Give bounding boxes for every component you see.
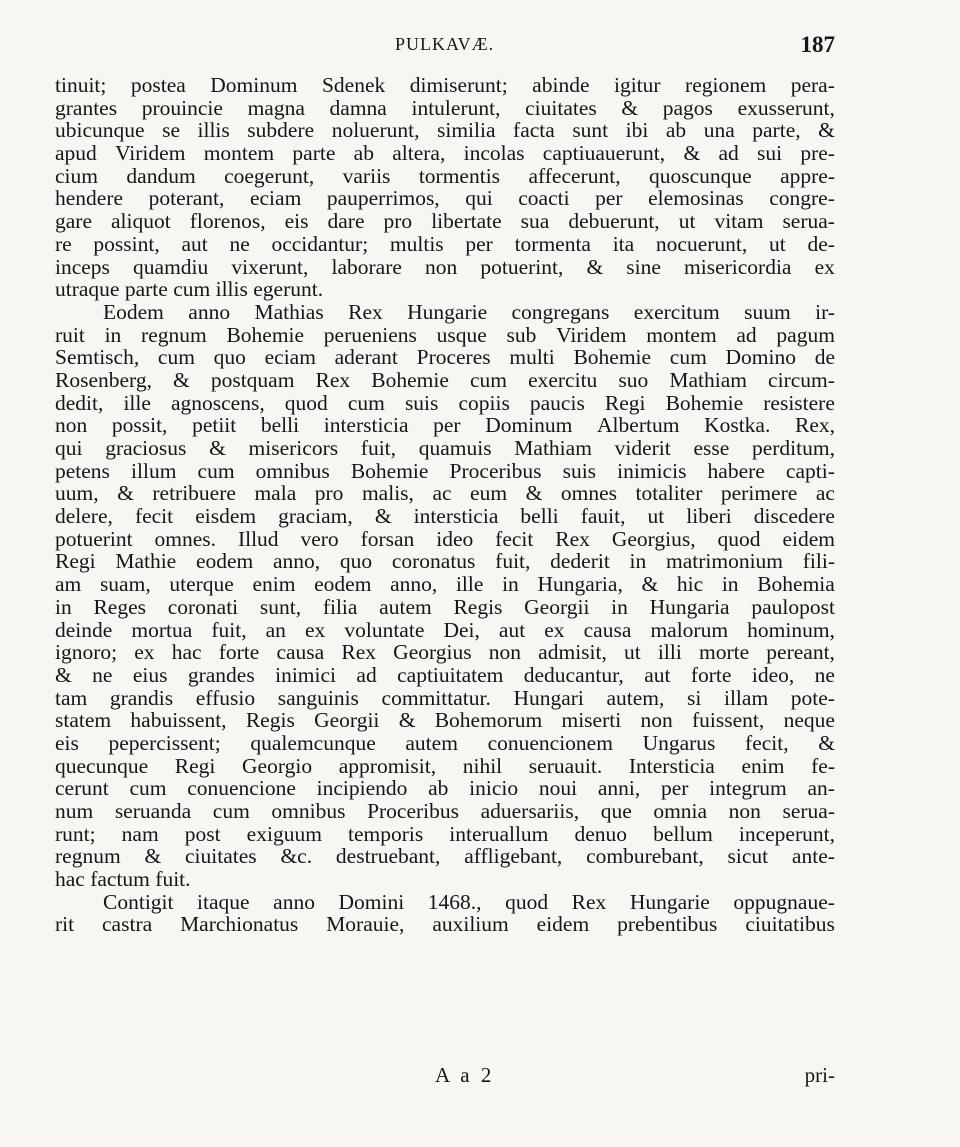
- text-line: deinde mortua fuit, an ex voluntate Dei, aut ex causa malorum hominum,: [55, 617, 835, 642]
- text-line: utraque parte cum illis egerunt.: [55, 277, 324, 302]
- text-line: Eodem anno Mathias Rex Hungarie congregans exercitum suum ir-: [103, 299, 835, 324]
- text-line: qui graciosus & misericors fuit, quamuis Mathiam viderit esse perditum,: [55, 436, 835, 460]
- text-line: petens illum cum omnibus Bohemie Proceribus suis inimicis habere capti-: [55, 458, 835, 483]
- text-line: potuerint omnes. Illud vero forsan ideo fecit Rex Georgius, quod eidem: [55, 526, 835, 551]
- text-line: uum, & retribuere mala pro malis, ac eum & omnes totaliter perimere ac: [55, 481, 835, 506]
- page-number: 187: [800, 32, 835, 57]
- text-line: cerunt cum conuencione incipiendo ab inicio noui anni, per integrum an-: [55, 776, 835, 801]
- text-line: dedit, ille agnoscens, quod cum suis copiis paucis Regi Bohemie resistere: [55, 390, 835, 415]
- text-line: in Reges coronati sunt, filia autem Regis Georgii in Hungaria paulopost: [55, 594, 835, 619]
- text-line: regnum & ciuitates &c. destruebant, affligebant, comburebant, sicut ante-: [55, 844, 835, 869]
- text-line: am suam, uterque enim eodem anno, ille in Hungaria, & hic in Bohemia: [55, 572, 835, 597]
- catchword: pri-: [804, 1063, 835, 1087]
- text-line: cium dandum coegerunt, variis tormentis affecerunt, quoscunque appre-: [55, 163, 835, 188]
- text-line: inceps quamdiu vixerunt, laborare non potuerint, & sine misericordia ex: [55, 254, 835, 279]
- text-line: Regi Mathie eodem anno, quo coronatus fuit, dederit in matrimonium fili-: [55, 549, 835, 574]
- text-line: re possint, aut ne occidantur; multis per tormenta ita nocuerunt, ut de-: [55, 231, 835, 256]
- text-line: hac factum fuit.: [55, 867, 191, 892]
- text-line: apud Viridem montem parte ab altera, incolas captiuauerunt, & ad sui pre-: [55, 141, 835, 166]
- text-line: ubicunque se illis subdere noluerunt, similia facta sunt ibi ab una parte, &: [55, 118, 835, 143]
- text-line: num seruanda cum omnibus Proceribus aduersariis, que omnia non serua-: [55, 799, 835, 823]
- text-line: quecunque Regi Georgio appromisit, nihil seruauit. Intersticia enim fe-: [55, 753, 835, 778]
- text-line: & ne eius grandes inimici ad captiuitatem deducantur, aut forte ideo, ne: [55, 662, 835, 687]
- running-head: PULKAVÆ.: [395, 34, 495, 54]
- text-line: tam grandis effusio sanguinis committatur. Hungari autem, si illam pote-: [55, 685, 835, 710]
- text-line: ignoro; ex hac forte causa Rex Georgius non admisit, ut illi morte pereant,: [55, 640, 835, 665]
- signature-mark: A a 2: [435, 1063, 495, 1087]
- text-line: tinuit; postea Dominum Sdenek dimiserunt; abinde igitur regionem pera-: [55, 73, 835, 97]
- text-line: Rosenberg, & postquam Rex Bohemie cum exercitu suo Mathiam circum-: [55, 367, 835, 392]
- text-line: runt; nam post exiguum temporis interuallum denuo bellum inceperunt,: [55, 821, 835, 846]
- text-line: Semtisch, cum quo eciam aderant Proceres multi Bohemie cum Domino de: [55, 345, 835, 370]
- body-text: [55, 74, 835, 936]
- text-line: eis pepercissent; qualemcunque autem conuencionem Ungarus fecit, &: [55, 730, 835, 755]
- text-line: Contigit itaque anno Domini 1468., quod Rex Hungarie oppugnaue-: [103, 889, 835, 914]
- text-line: grantes prouincie magna damna intulerunt, ciuitates & pagos exusserunt,: [55, 95, 835, 120]
- text-line: statem habuissent, Regis Georgii & Bohemorum miserti non fuissent, neque: [55, 708, 835, 733]
- text-line: rit castra Marchionatus Morauie, auxilium eidem prebentibus ciuitatibus: [55, 912, 835, 937]
- text-line: non possit, petiit belli intersticia per Dominum Albertum Kostka. Rex,: [55, 413, 835, 438]
- text-line: gare aliquot florenos, eis dare pro libertate sua debuerunt, ut vitam serua-: [55, 209, 835, 234]
- text-line: delere, fecit eisdem graciam, & intersticia belli fauit, ut liberi discedere: [55, 504, 835, 529]
- text-line: hendere poterant, eciam pauperrimos, qui coacti per elemosinas congre-: [55, 186, 835, 211]
- text-line: ruit in regnum Bohemie perueniens usque sub Viridem montem ad pagum: [55, 322, 835, 347]
- page-header: [55, 32, 835, 62]
- page-footer: [55, 1063, 835, 1093]
